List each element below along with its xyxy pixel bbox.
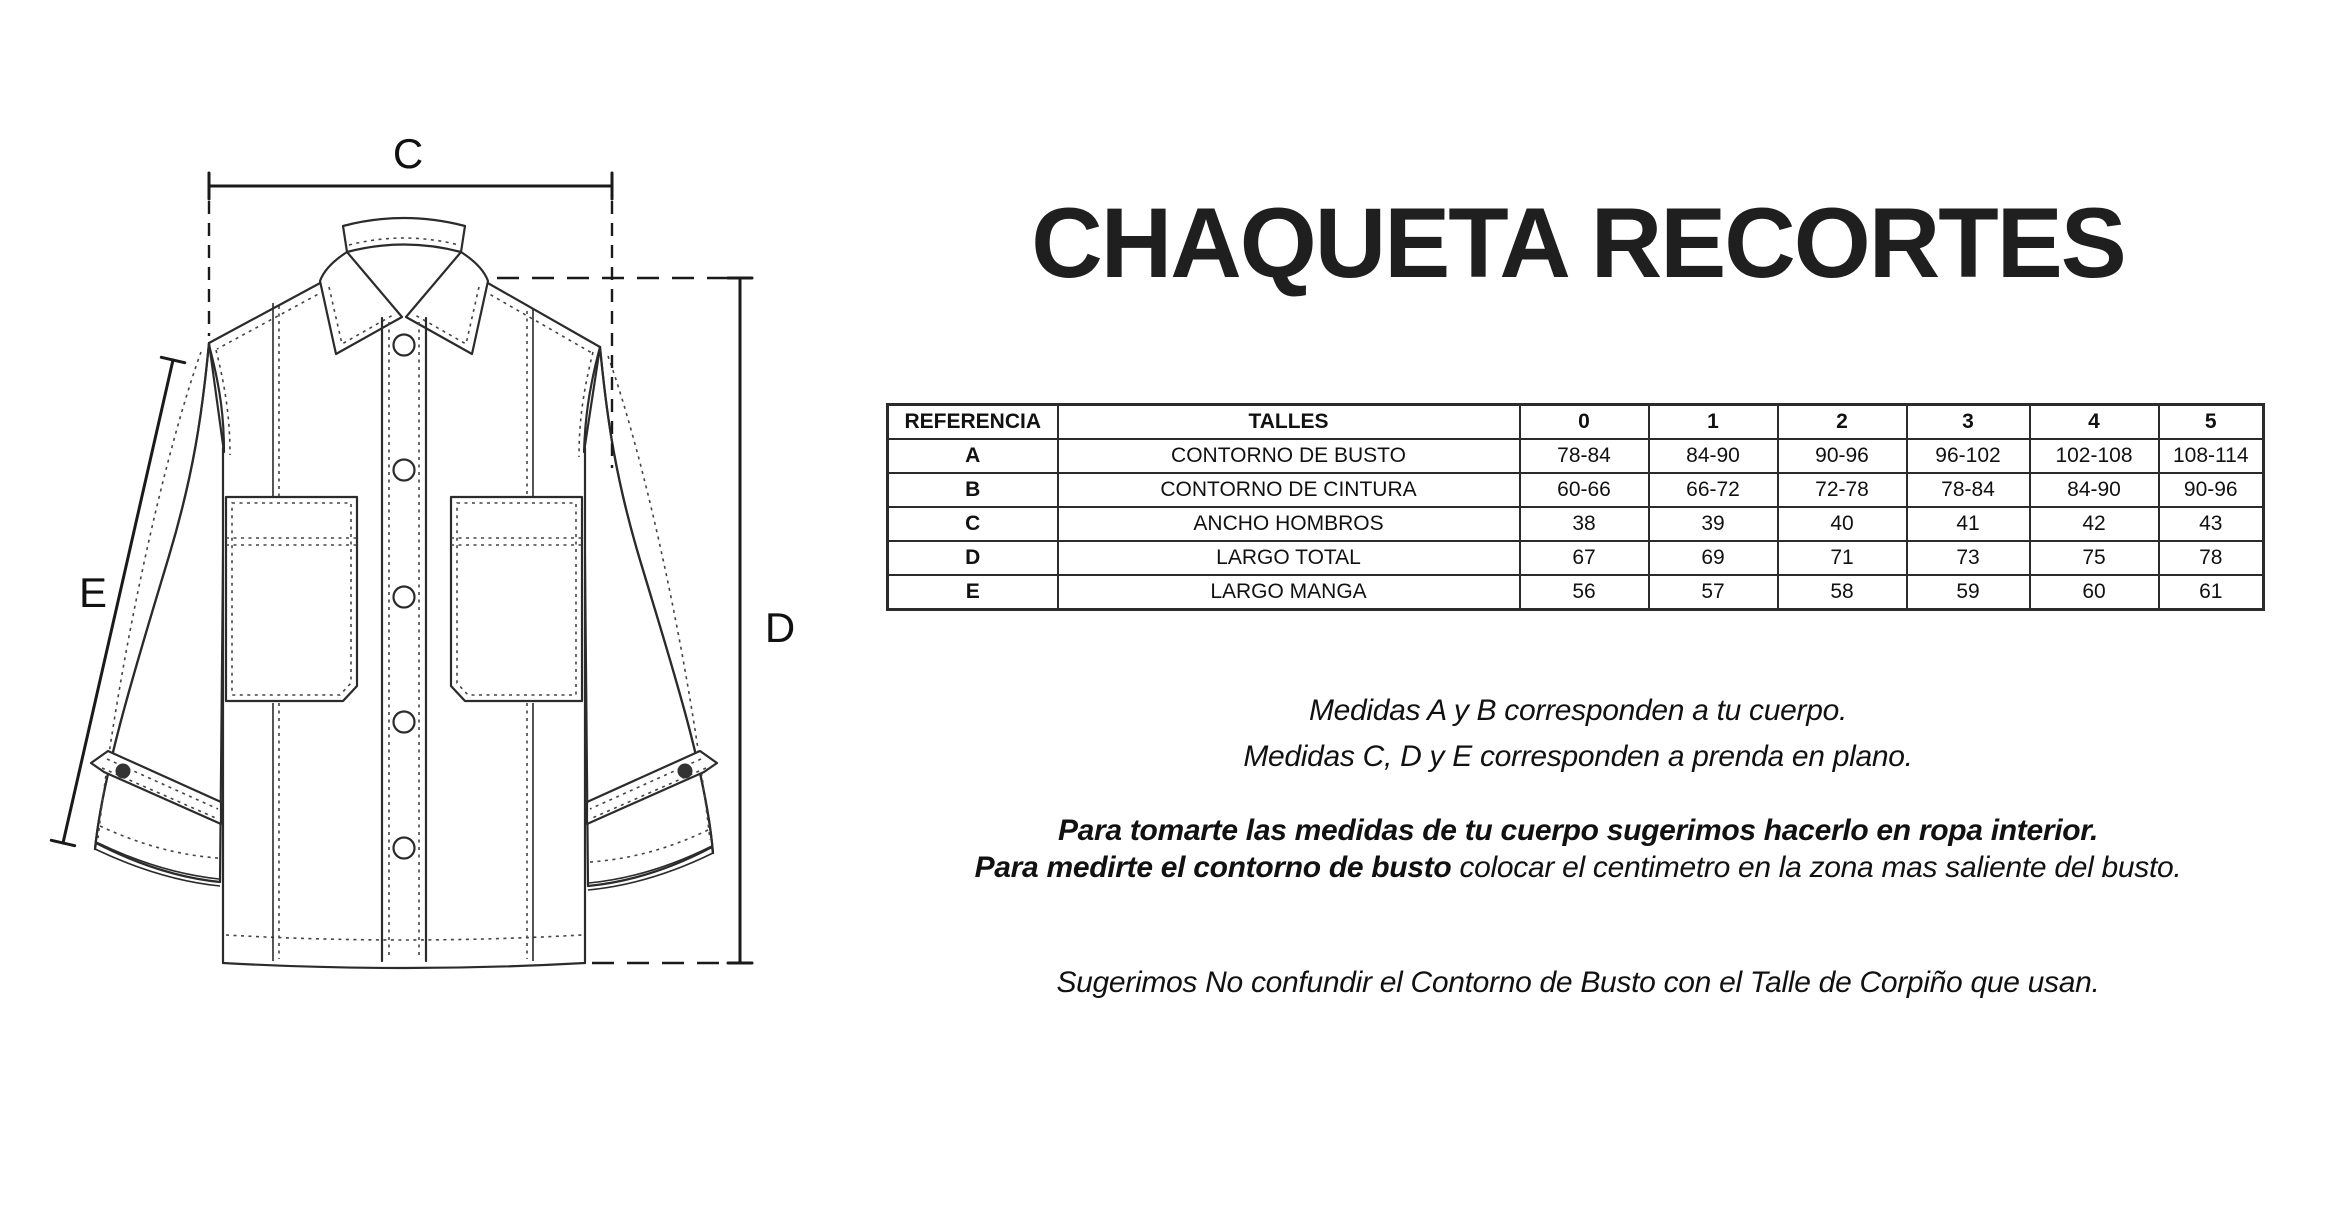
measuring-tips (900, 812, 2256, 886)
button (394, 460, 415, 481)
size-value-cell: 90-96 (1778, 439, 1907, 473)
table-row (888, 473, 2264, 507)
table-row (888, 541, 2264, 575)
size-value-cell: 67 (1520, 541, 1649, 575)
right-pocket (451, 497, 582, 701)
size-value-cell: 43 (2159, 507, 2264, 541)
final-note: Sugerimos No confundir el Contorno de Busto con el Talle de Corpiño que usan. (1056, 966, 2100, 999)
jacket-technical-drawing (0, 0, 860, 1231)
size-value-cell: 78-84 (1907, 473, 2030, 507)
button (394, 587, 415, 608)
size-value-cell: 73 (1907, 541, 2030, 575)
table-header-row (888, 405, 2264, 440)
tip-line (900, 849, 2256, 886)
reference-cell: B (888, 473, 1058, 507)
size-value-cell: 84-90 (1649, 439, 1778, 473)
size-value-cell: 108-114 (2159, 439, 2264, 473)
tip-line: Para tomarte las medidas de tu cuerpo sugerimos hacerlo en ropa interior. (1057, 814, 2099, 847)
note-line: Medidas C, D y E corresponden a prenda en plano. (1243, 740, 1913, 773)
size-table (886, 403, 2265, 611)
table-row (888, 439, 2264, 473)
size-value-cell: 57 (1649, 575, 1778, 610)
dimension-label-e: E (78, 569, 108, 616)
size-value-cell: 72-78 (1778, 473, 1907, 507)
size-value-cell: 40 (1778, 507, 1907, 541)
size-value-cell: 41 (1907, 507, 2030, 541)
measure-name-cell: ANCHO HOMBROS (1058, 507, 1520, 541)
column-header: 0 (1520, 405, 1649, 440)
size-value-cell: 60-66 (1520, 473, 1649, 507)
tip-rest: colocar el centimetro en la zona mas saliente del busto. (1451, 851, 2182, 884)
size-value-cell: 56 (1520, 575, 1649, 610)
measure-name-cell: LARGO MANGA (1058, 575, 1520, 610)
dimension-label-c: C (392, 130, 424, 177)
column-header: 5 (2159, 405, 2264, 440)
size-value-cell: 96-102 (1907, 439, 2030, 473)
size-value-cell: 66-72 (1649, 473, 1778, 507)
page-title: CHAQUETA RECORTES (1031, 187, 2125, 298)
size-value-cell: 78-84 (1520, 439, 1649, 473)
size-value-cell: 58 (1778, 575, 1907, 610)
size-value-cell: 90-96 (2159, 473, 2264, 507)
left-pocket (226, 497, 357, 701)
tab-button (678, 764, 693, 779)
size-value-cell: 39 (1649, 507, 1778, 541)
button (394, 838, 415, 859)
size-value-cell: 60 (2030, 575, 2159, 610)
button (394, 712, 415, 733)
tab-button (116, 764, 131, 779)
size-value-cell: 69 (1649, 541, 1778, 575)
size-value-cell: 59 (1907, 575, 2030, 610)
reference-cell: E (888, 575, 1058, 610)
table-row (888, 507, 2264, 541)
measure-name-cell: LARGO TOTAL (1058, 541, 1520, 575)
note-line: Medidas A y B corresponden a tu cuerpo. (1308, 694, 1848, 727)
button (394, 335, 415, 356)
size-value-cell: 75 (2030, 541, 2159, 575)
column-header: REFERENCIA (888, 405, 1058, 440)
measurement-notes (900, 688, 2256, 780)
size-value-cell: 38 (1520, 507, 1649, 541)
measure-name-cell: CONTORNO DE CINTURA (1058, 473, 1520, 507)
size-value-cell: 71 (1778, 541, 1907, 575)
size-value-cell: 42 (2030, 507, 2159, 541)
measure-name-cell: CONTORNO DE BUSTO (1058, 439, 1520, 473)
size-value-cell: 102-108 (2030, 439, 2159, 473)
column-header: 3 (1907, 405, 2030, 440)
column-header: 4 (2030, 405, 2159, 440)
column-header: 1 (1649, 405, 1778, 440)
tip-emphasis: Para medirte el contorno de busto (974, 851, 1452, 884)
table-row (888, 575, 2264, 610)
column-header: 2 (1778, 405, 1907, 440)
column-header: TALLES (1058, 405, 1520, 440)
size-value-cell: 84-90 (2030, 473, 2159, 507)
reference-cell: C (888, 507, 1058, 541)
dimension-c (209, 130, 612, 468)
dimension-label-d: D (764, 604, 796, 651)
size-value-cell: 61 (2159, 575, 2264, 610)
reference-cell: A (888, 439, 1058, 473)
size-value-cell: 78 (2159, 541, 2264, 575)
reference-cell: D (888, 541, 1058, 575)
